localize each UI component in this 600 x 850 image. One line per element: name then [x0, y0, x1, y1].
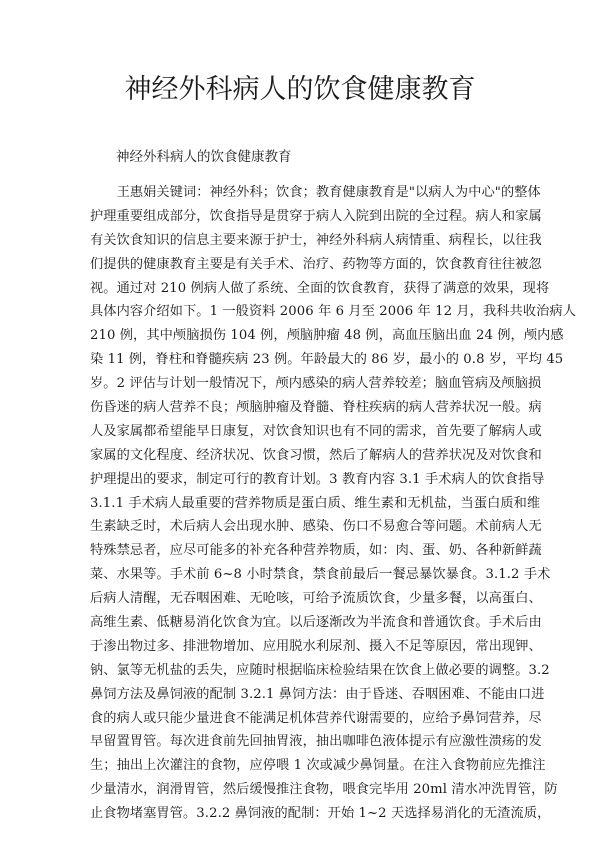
body-text-line: 鼻饲方法及鼻饲液的配制 3.2.1 鼻饲方法：由于昏迷、吞咽困难、不能由口进	[90, 686, 545, 702]
document-body	[90, 181, 576, 826]
document-title: 神经外科病人的饮食健康教育	[124, 74, 476, 105]
body-text-line: 止食物堵塞胃管。3.2.2 鼻饲液的配制：开始 1~2 天选择易消化的无渣流质，	[90, 806, 551, 822]
document-subtitle: 神经外科病人的饮食健康教育	[116, 149, 292, 165]
body-text-line: 有关饮食知识的信息主要来源于护士，神经外科病人病情重、病程长，以往我	[90, 232, 542, 248]
body-text-line: 家属的文化程度、经济状况、饮食习惯，然后了解病人的营养状况及对饮食和	[90, 447, 542, 463]
body-text-line: 少量清水，润滑胃管，然后缓慢推注食物，喂食完毕用 20ml 清水冲洗胃管，防	[90, 782, 558, 798]
body-text-line: 们提供的健康教育主要是有关手术、治疗、药物等方面的，饮食教育往往被忽	[90, 256, 542, 272]
body-text-line: 染 11 例，脊柱和脊髓疾病 23 例。年龄最大的 86 岁，最小的 0.8 岁，平均 45	[90, 352, 564, 368]
body-text-line: 具体内容介绍如下。1 一般资料 2006 年 6 月至 2006 年 12 月，我科共收治病人	[90, 304, 576, 320]
body-text-line: 视。通过对 210 例病人做了系统、全面的饮食教育，获得了满意的效果，现将	[90, 280, 550, 296]
body-text-line: 伤昏迷的病人营养不良；颅脑肿瘤及脊髓、脊柱疾病的病人营养状况一般。病	[90, 400, 542, 416]
body-text-line: 护理提出的要求，制定可行的教育计划。3 教育内容 3.1 手术病人的饮食指导	[90, 471, 545, 487]
body-text-line: 菜、水果等。手术前 6~8 小时禁食，禁食前最后一餐忌暴饮暴食。3.1.2 手术	[90, 567, 551, 583]
body-text-line: 王惠娟关键词：神经外科；饮食；教育健康教育是"以病人为中心"的整体	[90, 185, 541, 200]
body-text-line: 护理重要组成部分，饮食指导是贯穿于病人入院到出院的全过程。病人和家属	[90, 208, 542, 224]
body-text-line: 后病人清醒，无吞咽困难、无呛咳，可给予流质饮食，少量多餐，以高蛋白、	[90, 591, 542, 607]
body-text-line: 岁。2 评估与计划一般情况下，颅内感染的病人营养较差；脑血管病及颅脑损	[90, 376, 542, 392]
body-text-line: 高维生素、低糖易消化饮食为宜。以后逐渐改为半流食和普通饮食。手术后由	[90, 615, 542, 631]
body-text-line: 3.1.1 手术病人最重要的营养物质是蛋白质、维生素和无机盐，当蛋白质和维	[90, 495, 541, 511]
body-text-line: 人及家属都希望能早日康复，对饮食知识也有不同的需求，首先要了解病人或	[90, 423, 542, 439]
body-text-line: 特殊禁忌者，应尽可能多的补充各种营养物质，如：肉、蛋、奶、各种新鲜蔬	[90, 543, 542, 559]
body-text-line: 生素缺乏时，术后病人会出现水肿、感染、伤口不易愈合等问题。术前病人无	[90, 519, 542, 535]
body-text-line: 食的病人或只能少量进食不能满足机体营养代谢需要的，应给予鼻饲营养，尽	[90, 710, 542, 726]
body-text-line: 早留置胃管。每次进食前先回抽胃液，抽出咖啡色液体提示有应激性溃疡的发	[90, 734, 542, 750]
body-text-line: 210 例，其中颅脑损伤 104 例，颅脑肿瘤 48 例，高血压脑出血 24 例，颅内感	[90, 328, 564, 344]
body-text-line: 钠、氯等无机盐的丢失，应随时根据临床检验结果在饮食上做必要的调整。3.2	[90, 662, 550, 678]
body-text-line: 生；抽出上次灌注的食物，应停喂 1 次或减少鼻饲量。在注入食物前应先推注	[90, 758, 546, 774]
body-text-line: 于渗出物过多、排泄物增加、应用脱水利尿剂、摄入不足等原因，常出现钾、	[90, 638, 542, 654]
